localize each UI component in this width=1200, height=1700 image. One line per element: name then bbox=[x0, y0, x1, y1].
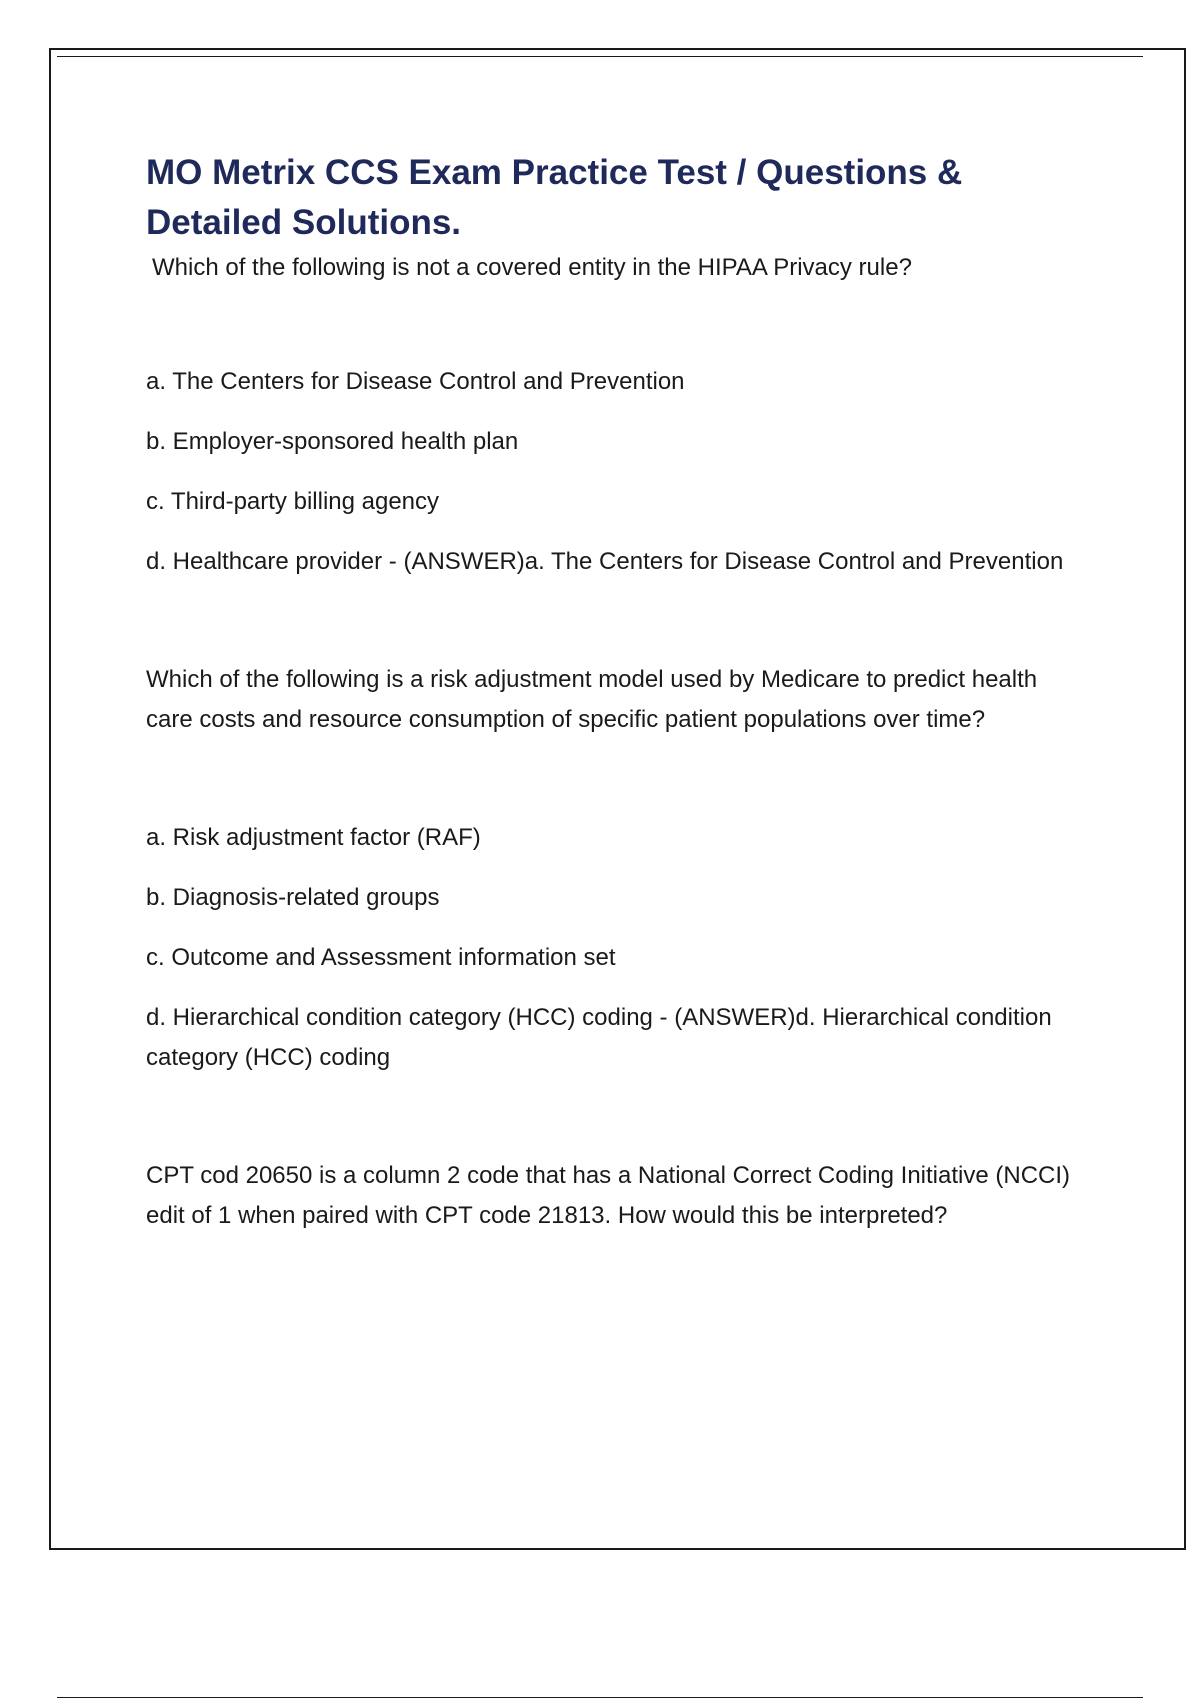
question-3 bbox=[146, 1156, 1086, 1236]
answer-options bbox=[146, 362, 1086, 582]
document-title: MO Metrix CCS Exam Practice Test / Questions & Detailed Solutions. bbox=[146, 153, 963, 242]
question-text: Which of the following is not a covered entity in the HIPAA Privacy rule? bbox=[152, 254, 912, 281]
option-b: b. Diagnosis-related groups bbox=[146, 884, 440, 911]
option-c: c. Outcome and Assessment information set bbox=[146, 944, 616, 971]
question-1 bbox=[146, 248, 1086, 582]
option-d-with-answer: d. Healthcare provider - (ANSWER)a. The Centers for Disease Control and Prevention bbox=[146, 548, 1064, 575]
option-a: a. Risk adjustment factor (RAF) bbox=[146, 824, 481, 851]
option-a: a. The Centers for Disease Control and Prevention bbox=[146, 368, 685, 395]
question-text: Which of the following is a risk adjustment model used by Medicare to predict health care costs and resource consumption of specific patient populations over time? bbox=[146, 666, 1038, 733]
option-b: b. Employer-sponsored health plan bbox=[146, 428, 519, 455]
question-2 bbox=[146, 660, 1086, 1078]
option-d-with-answer: d. Hierarchical condition category (HCC) coding - (ANSWER)d. Hierarchical condition category (HCC) coding bbox=[146, 1004, 1052, 1071]
option-c: c. Third-party billing agency bbox=[146, 488, 440, 515]
bottom-rule bbox=[57, 1697, 1143, 1698]
answer-options bbox=[146, 818, 1086, 1078]
question-text: CPT cod 20650 is a column 2 code that has a National Correct Coding Initiative (NCCI) edit of 1 when paired with CPT code 21813. How would this be interpreted? bbox=[146, 1162, 1071, 1229]
top-rule bbox=[57, 56, 1143, 57]
document-body bbox=[146, 148, 1086, 1236]
